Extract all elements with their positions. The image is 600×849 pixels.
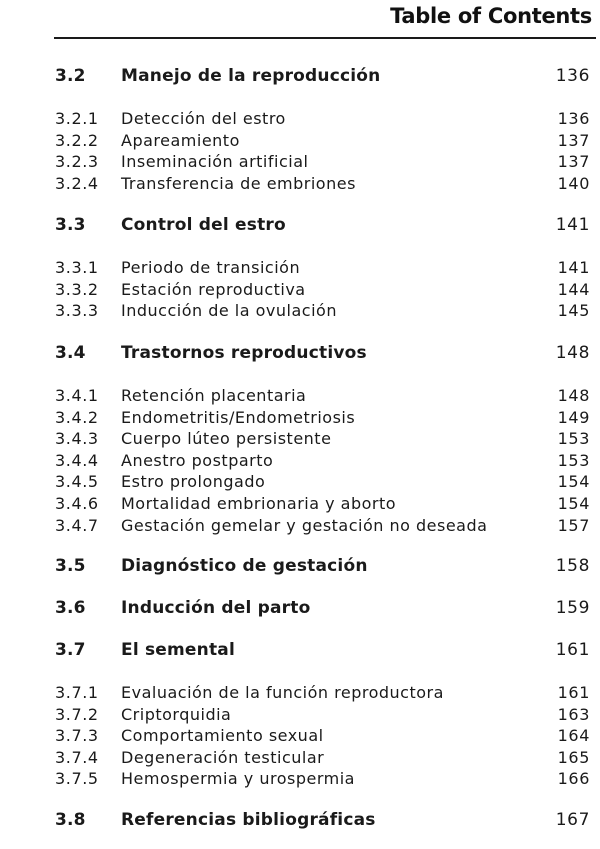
subsection-number: 3.2.2 xyxy=(55,130,99,150)
toc-subsection-entry[interactable] xyxy=(0,725,600,747)
subsection-number: 3.3.2 xyxy=(55,279,99,299)
section-title: Diagnóstico de gestación xyxy=(121,556,368,576)
subsection-title: Inducción de la ovulación xyxy=(121,301,337,321)
page-number: 144 xyxy=(557,279,590,299)
toc-section-entry[interactable] xyxy=(0,555,600,577)
subsection-title: Cuerpo lúteo persistente xyxy=(121,429,332,449)
subsection-title: Degeneración testicular xyxy=(121,747,325,767)
page-number: 137 xyxy=(557,130,590,150)
toc-subsection-entry[interactable] xyxy=(0,471,600,493)
subsection-number: 3.4.4 xyxy=(55,450,99,470)
toc-subsection-entry[interactable] xyxy=(0,747,600,769)
section-title: Manejo de la reproducción xyxy=(121,66,381,86)
page-number: 167 xyxy=(555,810,590,830)
subsection-number: 3.4.2 xyxy=(55,407,99,427)
subsection-title: Inseminación artificial xyxy=(121,152,309,172)
page-number: 154 xyxy=(557,472,590,492)
toc-subsection-entry[interactable] xyxy=(0,428,600,450)
subsection-title: Gestación gemelar y gestación no deseada xyxy=(121,515,488,535)
toc-subsection-entry[interactable] xyxy=(0,704,600,726)
subsection-number: 3.2.3 xyxy=(55,152,99,172)
subsection-title: Estación reproductiva xyxy=(121,279,306,299)
page-number: 165 xyxy=(557,747,590,767)
page-number: 153 xyxy=(557,429,590,449)
subsection-title: Detección del estro xyxy=(121,109,286,128)
section-title: Trastornos reproductivos xyxy=(121,343,367,363)
toc-subsection-entry[interactable] xyxy=(0,768,600,790)
subsection-title: Criptorquidia xyxy=(121,704,232,724)
page-number: 136 xyxy=(555,66,590,86)
toc-subsection-entry[interactable] xyxy=(0,493,600,515)
subsection-title: Transferencia de embriones xyxy=(121,173,356,193)
toc-subsection-entry[interactable] xyxy=(0,450,600,472)
subsection-title: Hemospermia y urospermia xyxy=(121,769,355,789)
toc-subsection-entry[interactable] xyxy=(0,385,600,407)
toc-subsection-entry[interactable] xyxy=(0,407,600,429)
page-number: 157 xyxy=(557,515,590,535)
subsection-number: 3.4.6 xyxy=(55,494,99,513)
subsection-number: 3.7.3 xyxy=(55,726,99,746)
toc-section-entry[interactable] xyxy=(0,65,600,87)
subsection-title: Retención placentaria xyxy=(121,386,307,405)
section-title: Referencias bibliográficas xyxy=(121,810,376,830)
subsection-title: Evaluación de la función reproductora xyxy=(121,683,444,702)
subsection-number: 3.2.1 xyxy=(55,109,99,128)
toc-subsection-entry[interactable] xyxy=(0,173,600,195)
toc-subsection-entry[interactable] xyxy=(0,279,600,301)
page-number: 163 xyxy=(557,704,590,724)
toc-subsection-entry[interactable] xyxy=(0,300,600,322)
toc-section-entry[interactable] xyxy=(0,214,600,236)
subsection-title: Anestro postparto xyxy=(121,450,274,470)
section-title: Inducción del parto xyxy=(121,598,311,618)
page-number: 164 xyxy=(557,726,590,746)
subsection-number: 3.4.7 xyxy=(55,515,99,535)
page-number: 166 xyxy=(557,769,590,789)
page-number: 145 xyxy=(557,301,590,321)
page-number: 158 xyxy=(555,556,590,576)
section-number: 3.6 xyxy=(55,598,86,618)
subsection-title: Endometritis/Endometriosis xyxy=(121,407,356,427)
subsection-number: 3.3.1 xyxy=(55,258,99,277)
subsection-number: 3.7.2 xyxy=(55,704,99,724)
section-number: 3.4 xyxy=(55,343,86,363)
page-number: 159 xyxy=(555,598,590,618)
toc-section-entry[interactable] xyxy=(0,597,600,619)
subsection-number: 3.7.4 xyxy=(55,747,99,767)
section-number: 3.2 xyxy=(55,66,86,86)
toc-subsection-entry[interactable] xyxy=(0,108,600,130)
subsection-number: 3.7.5 xyxy=(55,769,99,789)
page-number: 141 xyxy=(555,215,590,235)
page-number: 153 xyxy=(557,450,590,470)
subsection-number: 3.4.5 xyxy=(55,472,99,492)
page-number: 161 xyxy=(557,683,590,702)
subsection-title: Mortalidad embrionaria y aborto xyxy=(121,494,397,513)
section-title: Control del estro xyxy=(121,215,286,235)
subsection-title: Estro prolongado xyxy=(121,472,266,492)
toc-section-entry[interactable] xyxy=(0,342,600,364)
toc-section-entry[interactable] xyxy=(0,639,600,661)
section-number: 3.7 xyxy=(55,640,86,660)
page-number: 161 xyxy=(555,640,590,660)
page-number: 154 xyxy=(557,494,590,513)
page-number: 137 xyxy=(557,152,590,172)
page-number: 141 xyxy=(557,258,590,277)
subsection-number: 3.4.3 xyxy=(55,429,99,449)
section-number: 3.3 xyxy=(55,215,86,235)
subsection-number: 3.2.4 xyxy=(55,173,99,193)
toc-subsection-entry[interactable] xyxy=(0,130,600,152)
subsection-title: Apareamiento xyxy=(121,130,240,150)
page-number: 148 xyxy=(557,386,590,405)
page-number: 140 xyxy=(557,173,590,193)
page-number: 149 xyxy=(557,407,590,427)
toc-subsection-entry[interactable] xyxy=(0,515,600,537)
section-number: 3.5 xyxy=(55,556,86,576)
subsection-number: 3.7.1 xyxy=(55,683,99,702)
toc-subsection-entry[interactable] xyxy=(0,151,600,173)
toc-subsection-entry[interactable] xyxy=(0,682,600,704)
section-number: 3.8 xyxy=(55,810,86,830)
toc-subsection-entry[interactable] xyxy=(0,257,600,279)
page-title: Table of Contents xyxy=(390,4,592,28)
subsection-title: Comportamiento sexual xyxy=(121,726,324,746)
toc-section-entry[interactable] xyxy=(0,809,600,831)
subsection-number: 3.4.1 xyxy=(55,386,99,405)
page-number: 136 xyxy=(557,109,590,128)
page-number: 148 xyxy=(555,343,590,363)
section-title: El semental xyxy=(121,640,235,660)
subsection-title: Periodo de transición xyxy=(121,258,301,277)
subsection-number: 3.3.3 xyxy=(55,301,99,321)
